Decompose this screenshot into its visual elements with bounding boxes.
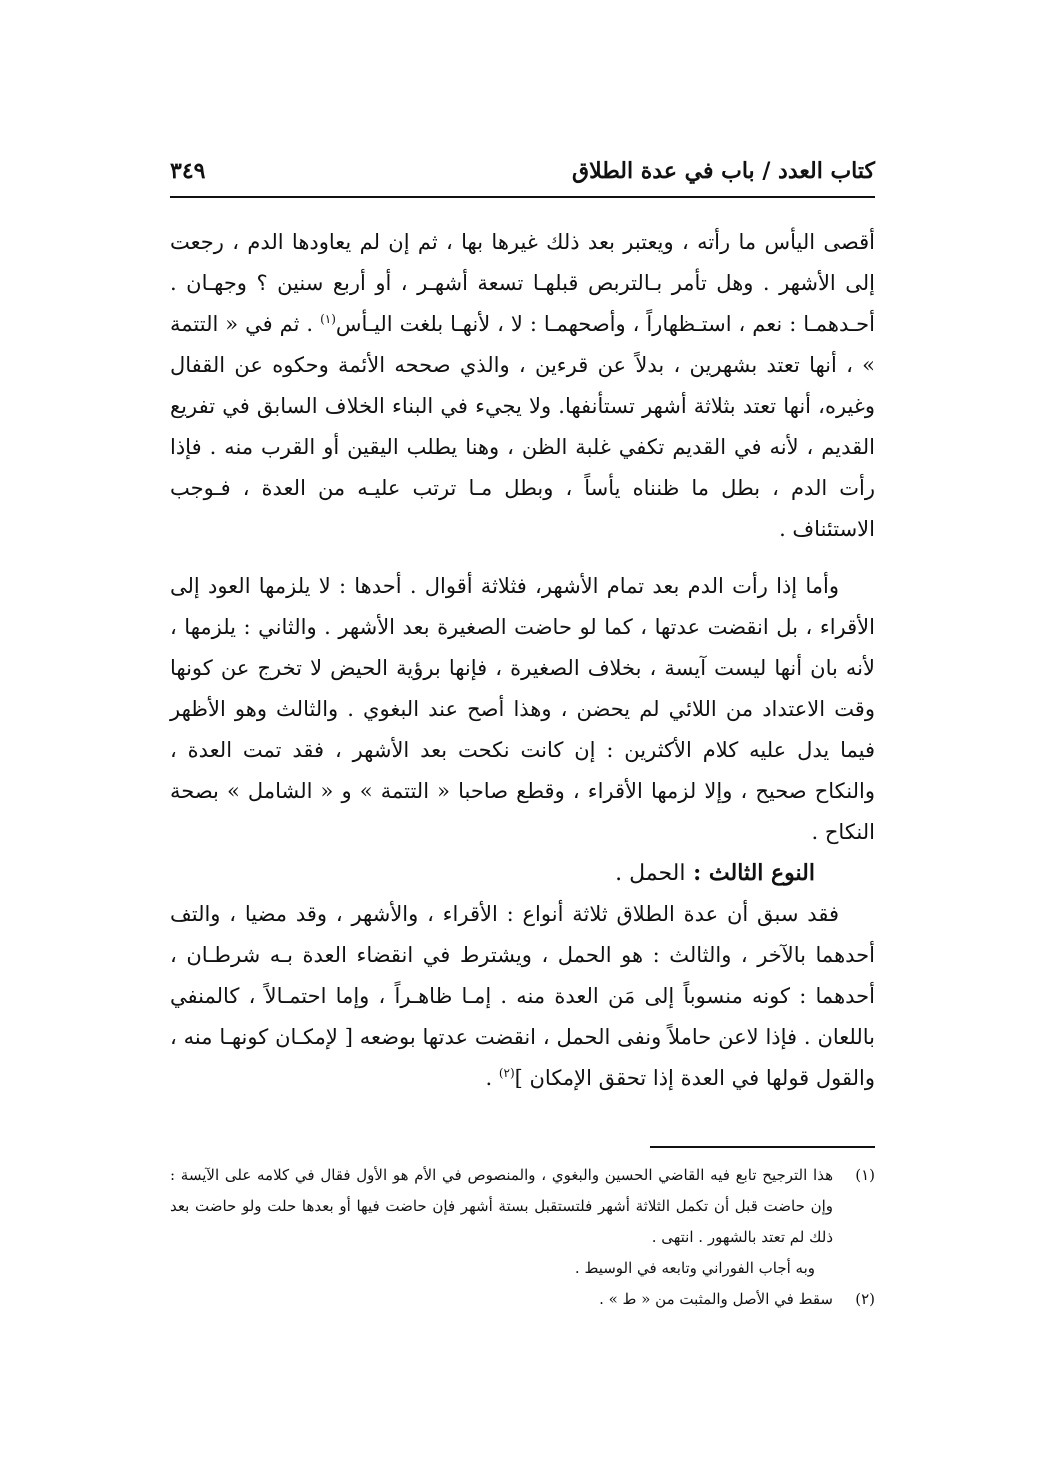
section-heading-label: النوع الثالث :	[693, 860, 815, 886]
chapter-title: كتاب العدد / باب في عدة الطلاق	[572, 158, 875, 184]
section-heading	[170, 853, 875, 894]
footnote-1-number: (١)	[855, 1166, 875, 1184]
footnote-2-text: سقط في الأصل والمثبت من « ط » .	[599, 1290, 833, 1308]
paragraph-2: وأما إذا رأت الدم بعد تمام الأشهر، فثلاثة أقوال . أحدها : لا يلزمها العود إلى الأقراء ، بل انقضت عدتها ، كما لو حاضت الصغيرة بعد الأشهر . والثاني : يلزمها ، لأنه بان أنها ليست آيسة ، بخلاف الصغيرة ، فإنها برؤية الحيض لا تخرج عن كونها وقت الاعتداد من اللائي لم يحضن ، وهذا أصح عند البغوي . والثالث وهو الأظهر فيما يدل عليه كلام الأكثرين : إن كانت نكحت بعد الأشهر ، فقد تمت العدة ، والنكاح صحيح ، وإلا لزمها الأقراء ، وقطع صاحبا « التتمة » و « الشامل » بصحة النكاح .	[170, 574, 875, 844]
paragraph-3	[170, 894, 875, 1099]
footnote-2	[170, 1284, 875, 1315]
running-header	[170, 150, 875, 198]
footnote-ref-2[interactable]: (٢)	[498, 1066, 515, 1080]
footnote-2-number: (٢)	[855, 1290, 875, 1308]
main-text	[170, 222, 875, 1099]
paragraph-1-text: أقصى اليأس ما رأته ، ويعتبر بعد ذلك غيرها بها ، ثم إن لم يعاودها الدم ، رجعت إلى الأشهر . وهل تأمر بـالتربص قبلهـا تسعة أشهـر ، أو أربع سنين ؟ وجهـان . أحـدهمـا : نعم ، استـظهاراً ، وأصحهمـا : لا ، لأنهـا بلغت اليـأس	[170, 230, 875, 336]
footnotes	[170, 1160, 875, 1315]
footnote-separator	[650, 1146, 875, 1148]
footnote-1	[170, 1160, 875, 1253]
paragraph-1-continuation: . ثم في « التتمة » ، أنها تعتد بشهرين ، بدلاً عن قرءين ، والذي صححه الأئمة وحكوه عن القفال وغيره، أنها تعتد بثلاثة أشهر تستأنفها. ولا يجيء في البناء الخلاف السابق في تفريع القديم ، لأنه في القديم تكفي غلبة الظن ، وهنا يطلب اليقين أو القرب منه . فإذا رأت الدم ، بطل ما ظنناه يأساً ، وبطل مـا ترتب عليـه من العدة ، فـوجب الاستئناف .	[170, 312, 876, 541]
paragraph-3-end: .	[485, 1066, 493, 1090]
footnote-1-continuation: وبه أجاب الفوراني وتابعه في الوسيط .	[574, 1259, 815, 1277]
footnote-1-text: هذا الترجيح تابع فيه القاضي الحسين والبغوي ، والمنصوص في الأم هو الأول فقال في كلامه على الآيسة : وإن حاضت قبل أن تكمل الثلاثة أشهر فلتستقبل بستة أشهر فإن حاضت فيها أو بعدها حلت ولو حاضت بعد ذلك لم تعتد بالشهور . انتهى .	[170, 1166, 833, 1246]
paragraph-1	[170, 222, 875, 550]
paragraph-3-text: فقد سبق أن عدة الطلاق ثلاثة أنواع : الأقراء ، والأشهر ، وقد مضيا ، والتف أحدهما بالآخر ، والثالث : هو الحمل ، ويشترط في انقضاء العدة بـه شرطـان ، أحدهما : كونه منسوباً إلى مَن العدة منه . إمـا ظاهـراً ، وإما احتمـالاً ، كالمنفي باللعان . فإذا لاعن حاملاً ونفى الحمل ، انقضت عدتها بوضعه [ لإمكـان كونهـا منه ، والقول قولها في العدة إذا تحقق الإمكان ]	[170, 902, 875, 1090]
footnote-ref-1[interactable]: (١)	[320, 312, 336, 326]
section-heading-title: الحمل .	[615, 861, 686, 886]
page-number: ٣٤٩	[170, 158, 206, 184]
